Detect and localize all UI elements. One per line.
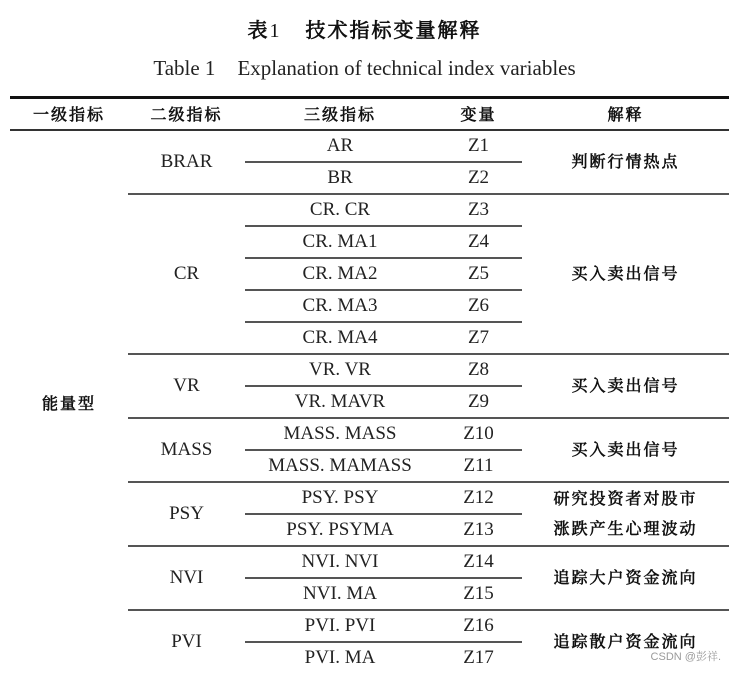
level2-cell: CR: [173, 263, 200, 284]
level2-cell: NVI: [169, 567, 204, 588]
level2-cell: PSY: [169, 503, 204, 524]
explanation-line: 追踪散户资金流向: [553, 632, 698, 651]
top-rule: [10, 96, 729, 99]
header-variable: 变量: [460, 105, 497, 124]
explanation-line: 买入卖出信号: [571, 440, 680, 459]
level3-cell: NVI. MA: [303, 583, 377, 604]
explanation-line: 判断行情热点: [571, 152, 680, 171]
header-level1: 一级指标: [32, 105, 105, 124]
variable-cell: Z9: [467, 391, 490, 412]
variable-cell: Z17: [463, 647, 494, 668]
level3-cell: PSY. PSYMA: [286, 519, 394, 540]
level2-cell: PVI: [171, 631, 202, 652]
caption-cn-label: 表: [247, 18, 270, 42]
caption-cn-number: 1: [269, 20, 282, 42]
variable-cell: Z8: [467, 359, 490, 380]
header-explanation: 解释: [607, 105, 644, 124]
variable-cell: Z11: [463, 455, 494, 476]
level1-label: 能量型: [41, 394, 96, 413]
level3-cell: AR: [326, 135, 354, 156]
caption-cn-title: 技术指标变量解释: [305, 18, 482, 42]
caption-en: [0, 56, 729, 81]
variable-cell: Z14: [463, 551, 494, 572]
level3-cell: MASS. MAMASS: [268, 455, 412, 476]
level3-cell: MASS. MASS: [283, 423, 397, 444]
variable-cell: Z5: [467, 263, 490, 284]
explanation-line: 研究投资者对股市: [553, 489, 698, 508]
variable-cell: Z1: [467, 135, 490, 156]
level3-cell: CR. MA1: [302, 231, 378, 252]
level3-cell: PVI. PVI: [304, 615, 376, 636]
variable-cell: Z4: [467, 231, 490, 252]
caption-cn: [0, 14, 729, 43]
level3-cell: CR. CR: [309, 199, 371, 220]
explanation-cell: [522, 371, 729, 401]
level3-cell: BR: [327, 167, 353, 188]
explanation-line: 涨跌产生心理波动: [553, 519, 698, 538]
variable-cell: Z15: [463, 583, 494, 604]
header-level2: 二级指标: [150, 105, 223, 124]
watermark: CSDN @彭祥.: [650, 651, 721, 663]
level2-cell: BRAR: [160, 151, 213, 172]
level3-cell: PVI. MA: [304, 647, 376, 668]
variable-cell: Z13: [463, 519, 494, 540]
variable-cell: Z12: [463, 487, 494, 508]
explanation-cell: [522, 563, 729, 593]
level3-cell: PSY. PSY: [301, 487, 379, 508]
variable-cell: Z6: [467, 295, 490, 316]
variable-cell: Z10: [463, 423, 494, 444]
level3-cell: CR. MA3: [302, 295, 378, 316]
variable-cell: Z2: [467, 167, 490, 188]
explanation-cell: [522, 484, 729, 544]
explanation-line: 追踪大户资金流向: [553, 568, 698, 587]
explanation-cell: [522, 259, 729, 289]
header-level3: 三级指标: [303, 105, 376, 124]
level3-cell: NVI. NVI: [301, 551, 379, 572]
caption-en-title: Explanation of technical index variables: [237, 56, 576, 80]
level2-cell: VR: [173, 375, 200, 396]
explanation-line: 买入卖出信号: [571, 264, 680, 283]
caption-en-label: Table 1: [153, 56, 216, 80]
explanation-cell: [522, 147, 729, 177]
variable-cell: Z3: [467, 199, 490, 220]
variable-cell: Z16: [463, 615, 494, 636]
level3-cell: CR. MA4: [302, 327, 378, 348]
explanation-line: 买入卖出信号: [571, 376, 680, 395]
level3-cell: VR. VR: [309, 359, 371, 380]
level3-cell: VR. MAVR: [294, 391, 386, 412]
level2-cell: MASS: [160, 439, 213, 460]
level3-cell: CR. MA2: [302, 263, 378, 284]
explanation-cell: [522, 435, 729, 465]
variable-cell: Z7: [467, 327, 490, 348]
